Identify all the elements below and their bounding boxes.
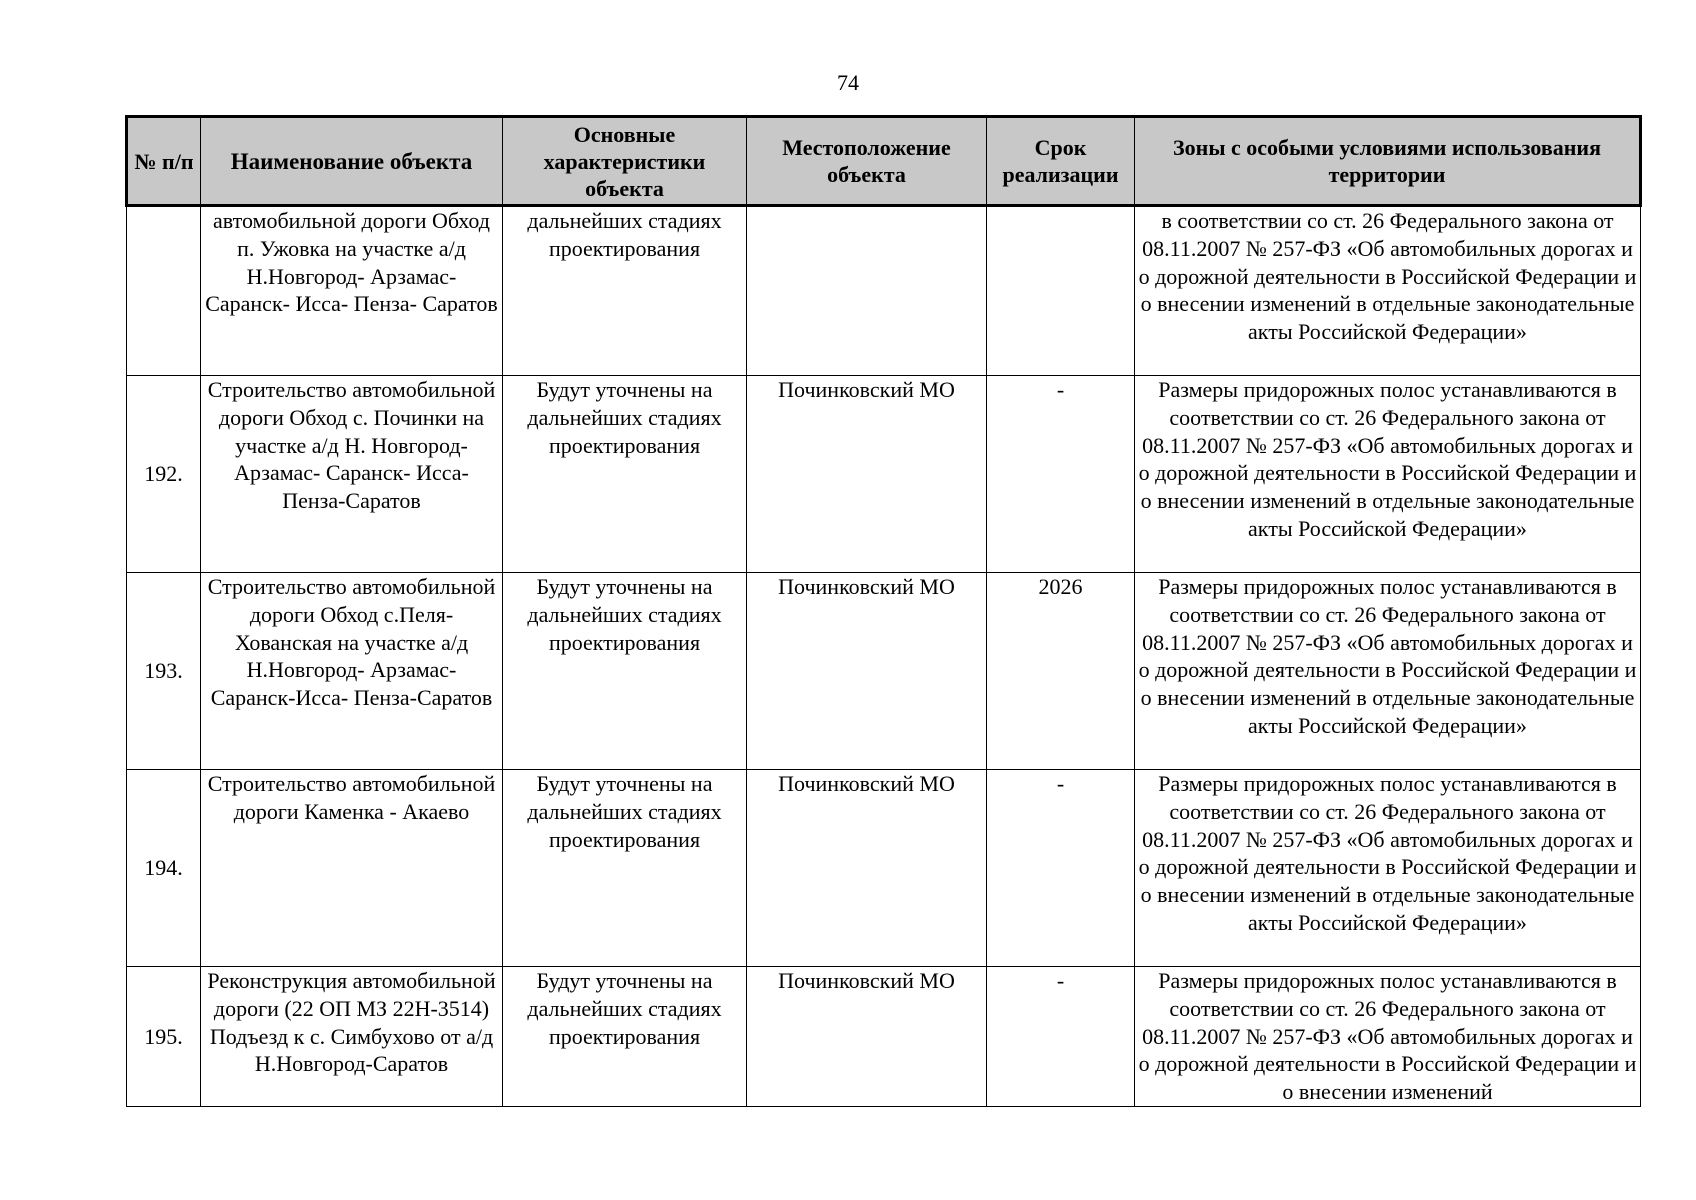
row-name: Строительство автомобильной дороги Обход с. Починки на участке а/д Н. Новгород- Арзамас- Саранск- Исса- Пенза-Саратов xyxy=(201,376,503,573)
row-location: Починковский МО xyxy=(747,770,987,967)
row-characteristics: дальнейших стадиях проектирования xyxy=(503,206,747,376)
header-zones: Зоны с особыми условиями использования территории xyxy=(1135,117,1641,206)
row-zones: Размеры придорожных полос устанавливаются в соответствии со ст. 26 Федерального закона от 08.11.2007 № 257-ФЗ «Об автомобильных дорогах и о дорожной деятельности в Российской Федерации и о внесении изменений xyxy=(1135,967,1641,1107)
row-characteristics: Будут уточнены на дальнейших стадиях проектирования xyxy=(503,770,747,967)
header-name: Наименование объекта xyxy=(201,117,503,206)
table-row xyxy=(127,206,1641,376)
row-characteristics: Будут уточнены на дальнейших стадиях проектирования xyxy=(503,376,747,573)
row-location: Починковский МО xyxy=(747,967,987,1107)
header-location: Местоположение объекта xyxy=(747,117,987,206)
row-zones: Размеры придорожных полос устанавливаются в соответствии со ст. 26 Федерального закона от 08.11.2007 № 257-ФЗ «Об автомобильных дорогах и о дорожной деятельности в Российской Федерации и о внесении изменений в отдельные законодательные акты Российской Федерации» xyxy=(1135,376,1641,573)
header-term: Срок реализации xyxy=(987,117,1135,206)
row-zones: Размеры придорожных полос устанавливаются в соответствии со ст. 26 Федерального закона от 08.11.2007 № 257-ФЗ «Об автомобильных дорогах и о дорожной деятельности в Российской Федерации и о внесении изменений в отдельные законодательные акты Российской Федерации» xyxy=(1135,573,1641,770)
table-row xyxy=(127,770,1641,967)
table-row xyxy=(127,573,1641,770)
row-characteristics: Будут уточнены на дальнейших стадиях проектирования xyxy=(503,573,747,770)
row-num xyxy=(127,206,201,376)
table-row xyxy=(127,967,1641,1107)
row-location: Починковский МО xyxy=(747,573,987,770)
row-zones: в соответствии со ст. 26 Федерального закона от 08.11.2007 № 257-ФЗ «Об автомобильных дорогах и о дорожной деятельности в Российской Федерации и о внесении изменений в отдельные законодательные акты Российской Федерации» xyxy=(1135,206,1641,376)
objects-table xyxy=(125,115,1642,1107)
row-location: Починковский МО xyxy=(747,376,987,573)
row-term: - xyxy=(987,770,1135,967)
row-num: 195. xyxy=(127,967,201,1107)
table-row xyxy=(127,376,1641,573)
header-num: № п/п xyxy=(127,117,201,206)
table-header-row xyxy=(127,117,1641,206)
row-num: 193. xyxy=(127,573,201,770)
page-number: 74 xyxy=(837,70,859,95)
row-num: 192. xyxy=(127,376,201,573)
header-characteristics: Основные характеристики объекта xyxy=(503,117,747,206)
row-name: Строительство автомобильной дороги Каменка - Акаево xyxy=(201,770,503,967)
row-name: автомобильной дороги Обход п. Ужовка на участке а/д Н.Новгород- Арзамас- Саранск- Исса- Пенза- Саратов xyxy=(201,206,503,376)
row-term: - xyxy=(987,376,1135,573)
row-num: 194. xyxy=(127,770,201,967)
row-characteristics: Будут уточнены на дальнейших стадиях проектирования xyxy=(503,967,747,1107)
row-name: Реконструкция автомобильной дороги (22 ОП МЗ 22Н-3514) Подъезд к с. Симбухово от а/д Н.Новгород-Саратов xyxy=(201,967,503,1107)
row-term xyxy=(987,206,1135,376)
row-location xyxy=(747,206,987,376)
row-zones: Размеры придорожных полос устанавливаются в соответствии со ст. 26 Федерального закона от 08.11.2007 № 257-ФЗ «Об автомобильных дорогах и о дорожной деятельности в Российской Федерации и о внесении изменений в отдельные законодательные акты Российской Федерации» xyxy=(1135,770,1641,967)
row-term: 2026 xyxy=(987,573,1135,770)
row-name: Строительство автомобильной дороги Обход с.Пеля-Хованская на участке а/д Н.Новгород- Арзамас- Саранск-Исса- Пенза-Саратов xyxy=(201,573,503,770)
row-term: - xyxy=(987,967,1135,1107)
